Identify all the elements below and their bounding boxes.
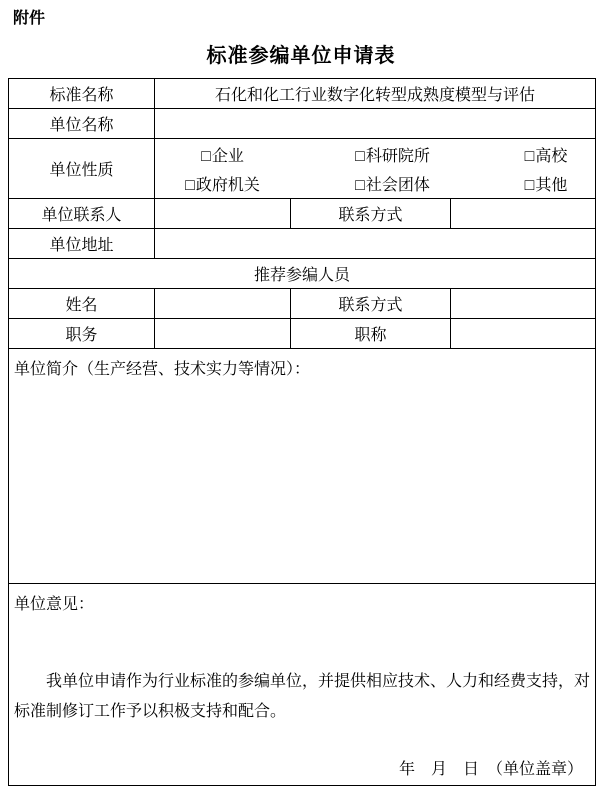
unit-type-options-cell (155, 139, 596, 199)
checkbox-option-label: 高校 (535, 147, 568, 165)
member-position-value[interactable] (155, 319, 291, 349)
page-title: 标准参编单位申请表 (206, 45, 396, 67)
member-name-label: 姓名 (9, 289, 155, 319)
checkbox-option-research-institute[interactable] (290, 143, 450, 166)
standard-name-label: 标准名称 (9, 79, 155, 109)
checkbox-icon: □ (355, 147, 365, 165)
checkbox-option-other[interactable] (450, 172, 595, 195)
checkbox-icon: □ (185, 176, 195, 194)
unit-profile-cell[interactable] (9, 349, 596, 584)
unit-name-label: 单位名称 (9, 109, 155, 139)
row-unit-contact (9, 199, 596, 229)
row-unit-address (9, 229, 596, 259)
member-title-value[interactable] (451, 319, 596, 349)
checkbox-icon: □ (201, 147, 211, 165)
checkbox-option-enterprise[interactable] (201, 143, 244, 166)
checkbox-option-social-organization[interactable] (290, 172, 450, 195)
row-unit-profile (9, 349, 596, 584)
unit-contact-method-label: 联系方式 (291, 199, 451, 229)
checkbox-option-government[interactable] (185, 172, 260, 195)
row-unit-type (9, 139, 596, 199)
checkbox-option-label: 政府机关 (195, 176, 260, 194)
checkbox-icon: □ (524, 176, 535, 194)
date-stamp-line: 年 月 日 （单位盖章） (399, 761, 584, 778)
member-name-value[interactable] (155, 289, 291, 319)
row-unit-opinion (9, 584, 596, 786)
unit-name-value[interactable] (155, 109, 596, 139)
unit-address-value[interactable] (155, 229, 596, 259)
checkbox-option-university[interactable] (450, 143, 595, 166)
application-form-table (8, 78, 596, 786)
checkbox-icon: □ (524, 147, 535, 165)
unit-profile-label: 单位简介（生产经营、技术实力等情况）： (14, 361, 311, 378)
unit-opinion-label: 单位意见： (14, 596, 95, 613)
member-position-label: 职务 (9, 319, 155, 349)
checkbox-option-label: 其他 (535, 176, 568, 194)
checkbox-option-label: 社会团体 (365, 176, 430, 194)
unit-contact-value[interactable] (155, 199, 291, 229)
checkbox-icon: □ (355, 176, 365, 194)
checkbox-option-label: 科研院所 (365, 147, 430, 165)
member-contact-method-label: 联系方式 (291, 289, 451, 319)
unit-opinion-cell[interactable] (9, 584, 596, 786)
unit-contact-label: 单位联系人 (9, 199, 155, 229)
row-member-position (9, 319, 596, 349)
row-member-name (9, 289, 596, 319)
member-title-label: 职称 (291, 319, 451, 349)
row-standard-name (9, 79, 596, 109)
standard-name-value: 石化和化工行业数字化转型成熟度模型与评估 (155, 79, 596, 109)
unit-type-options-grid (155, 140, 595, 198)
checkbox-option-label: 企业 (211, 147, 244, 165)
unit-type-label: 单位性质 (9, 139, 155, 199)
unit-opinion-statement: 我单位申请作为行业标准的参编单位，并提供相应技术、人力和经费支持，对标准制修订工作予以积极支持和配合。 (14, 673, 591, 720)
recommended-members-header: 推荐参编人员 (9, 259, 596, 289)
member-contact-method-value[interactable] (451, 289, 596, 319)
row-recommended-members-header (9, 259, 596, 289)
unit-contact-method-value[interactable] (451, 199, 596, 229)
unit-address-label: 单位地址 (9, 229, 155, 259)
attachment-label: 附件 (13, 10, 46, 27)
row-unit-name (9, 109, 596, 139)
